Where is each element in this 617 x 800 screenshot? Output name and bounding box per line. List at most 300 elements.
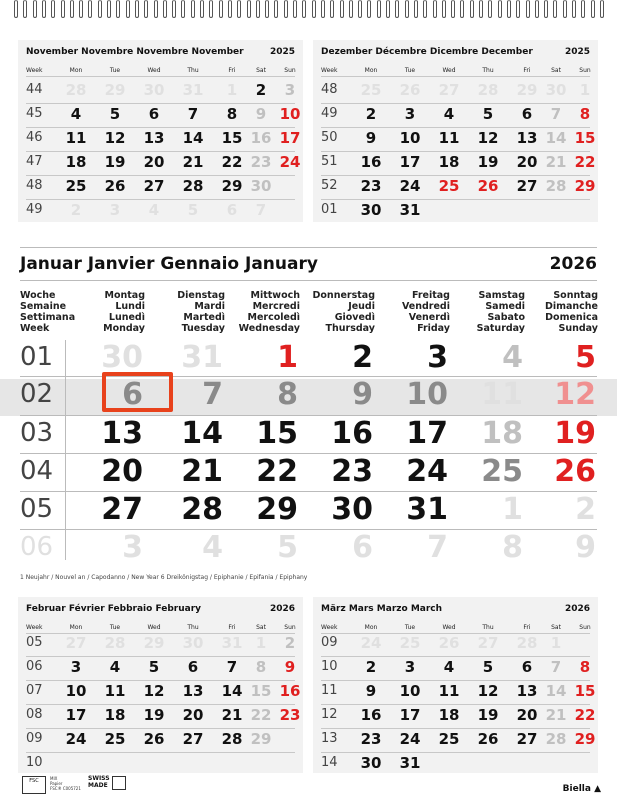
day-number: 25	[104, 730, 126, 748]
main-day-number: 9	[575, 530, 596, 565]
main-day-number: 14	[181, 416, 223, 451]
day-number: 20	[182, 706, 204, 724]
week-number: 06	[26, 659, 43, 674]
day-number: 25	[438, 730, 460, 748]
mini-month-december	[313, 40, 598, 222]
day-number: 13	[516, 129, 538, 147]
spiral-ring	[581, 0, 585, 18]
day-header: Thu	[482, 67, 494, 74]
spiral-ring	[414, 0, 418, 18]
spiral-ring	[386, 0, 390, 18]
main-day-header: Donnerstag Jeudi Giovedì Thursday	[312, 290, 375, 334]
week-number: 13	[321, 731, 338, 746]
day-number: 11	[65, 129, 87, 147]
day-number: 29	[516, 81, 538, 99]
row-rule	[26, 704, 295, 705]
day-number: 6	[226, 201, 238, 219]
day-header: Fri	[228, 67, 236, 74]
day-number: 17	[399, 706, 421, 724]
spiral-ring	[172, 0, 176, 18]
day-number: 12	[104, 129, 126, 147]
week-number: 44	[26, 82, 43, 97]
day-number: 2	[284, 634, 296, 652]
week-number: 12	[321, 707, 338, 722]
day-number: 8	[579, 658, 591, 676]
day-number: 1	[550, 634, 562, 652]
day-header: Tue	[109, 67, 121, 74]
spiral-ring	[265, 0, 269, 18]
main-day-number: 20	[101, 454, 143, 489]
swiss-made-label: SWISS MADE	[88, 775, 110, 789]
day-number: 31	[221, 634, 243, 652]
week-number: 10	[26, 755, 43, 770]
spiral-ring	[61, 0, 65, 18]
spiral-ring	[293, 0, 297, 18]
week-number: 11	[321, 683, 338, 698]
day-number: 4	[70, 105, 82, 123]
main-day-number: 30	[101, 340, 143, 375]
day-number: 9	[284, 658, 296, 676]
row-rule	[321, 704, 590, 705]
day-number: 2	[365, 105, 377, 123]
day-header: Wed	[147, 67, 161, 74]
day-number: 22	[221, 153, 243, 171]
day-number: 26	[477, 177, 499, 195]
day-number: 31	[182, 81, 204, 99]
day-number: 30	[360, 201, 382, 219]
day-header: Thu	[187, 67, 199, 74]
main-day-number: 22	[256, 454, 298, 489]
week-number: 08	[26, 707, 43, 722]
day-number: 5	[109, 105, 121, 123]
week-number: 45	[26, 106, 43, 121]
day-number: 19	[477, 706, 499, 724]
spiral-ring	[526, 0, 530, 18]
row-rule	[321, 175, 590, 176]
day-number: 7	[187, 105, 199, 123]
main-day-header: Sonntag Dimanche Domenica Sunday	[544, 290, 598, 334]
main-header-rule	[20, 280, 597, 281]
main-day-number: 19	[554, 416, 596, 451]
day-number: 16	[250, 129, 272, 147]
spiral-ring	[42, 0, 46, 18]
day-header: Mon	[364, 67, 378, 74]
spiral-ring	[237, 0, 241, 18]
day-number: 17	[279, 129, 301, 147]
day-number: 4	[443, 105, 455, 123]
day-number: 28	[516, 634, 538, 652]
day-number: 29	[574, 177, 596, 195]
day-number: 15	[574, 682, 596, 700]
day-number: 6	[187, 658, 199, 676]
day-number: 7	[550, 105, 562, 123]
main-day-number: 7	[427, 530, 448, 565]
day-number: 28	[182, 177, 204, 195]
spiral-ring	[553, 0, 557, 18]
day-header: Wed	[442, 624, 456, 631]
row-rule	[26, 127, 295, 128]
main-day-header: Dienstag Mardi Martedì Tuesday	[177, 290, 225, 334]
day-number: 26	[143, 730, 165, 748]
main-month-title: Januar Janvier Gennaio January	[20, 254, 318, 274]
day-number: 25	[360, 81, 382, 99]
day-number: 24	[279, 153, 301, 171]
day-number: 19	[477, 153, 499, 171]
row-rule	[26, 175, 295, 176]
mini-month-year: 2026	[564, 604, 590, 614]
day-number: 23	[279, 706, 301, 724]
day-number: 7	[226, 658, 238, 676]
day-number: 27	[438, 81, 460, 99]
day-header: Tue	[404, 624, 416, 631]
spiral-ring	[451, 0, 455, 18]
day-header: Fri	[523, 624, 531, 631]
spiral-ring	[126, 0, 130, 18]
main-day-number: 13	[101, 416, 143, 451]
binding-spiral	[0, 0, 617, 22]
spiral-ring	[312, 0, 316, 18]
mini-month-title: Dezember Décembre Dicembre December	[321, 47, 533, 57]
day-number: 20	[516, 706, 538, 724]
week-number: 48	[321, 82, 338, 97]
row-rule	[26, 103, 295, 104]
day-number: 12	[477, 682, 499, 700]
day-number: 29	[143, 634, 165, 652]
day-number: 31	[399, 754, 421, 772]
main-week-number: 04	[20, 456, 54, 486]
main-day-header: Samstag Samedi Sabato Saturday	[476, 290, 525, 334]
day-number: 19	[143, 706, 165, 724]
day-number: 26	[438, 634, 460, 652]
week-number: 49	[321, 106, 338, 121]
day-header: Fri	[228, 624, 236, 631]
week-number: 48	[26, 178, 43, 193]
fsc-logo: FSC	[22, 776, 46, 794]
day-header: Week	[26, 624, 43, 631]
mini-month-year: 2026	[269, 604, 295, 614]
day-number: 27	[516, 730, 538, 748]
day-number: 30	[545, 81, 567, 99]
spiral-ring	[98, 0, 102, 18]
spiral-ring	[572, 0, 576, 18]
main-day-number: 3	[122, 530, 143, 565]
spiral-ring	[600, 0, 604, 18]
day-header: Sun	[579, 67, 591, 74]
day-header: Week	[321, 67, 338, 74]
main-day-header: Freitag Vendredi Venerdì Friday	[401, 290, 450, 334]
day-number: 4	[109, 658, 121, 676]
spiral-ring	[507, 0, 511, 18]
main-day-number: 5	[575, 340, 596, 375]
day-number: 6	[521, 105, 533, 123]
mini-month-november	[18, 40, 303, 222]
day-header: Mon	[69, 67, 83, 74]
spiral-ring	[79, 0, 83, 18]
day-number: 18	[104, 706, 126, 724]
spiral-ring	[358, 0, 362, 18]
row-rule	[26, 680, 295, 681]
main-day-number: 31	[181, 340, 223, 375]
selected-day-marker	[102, 372, 173, 412]
main-day-number: 26	[554, 454, 596, 489]
row-rule	[26, 728, 295, 729]
day-number: 1	[579, 81, 591, 99]
main-week-number: 01	[20, 342, 54, 372]
day-header: Sat	[551, 67, 561, 74]
day-number: 23	[360, 730, 382, 748]
week-number: 05	[26, 635, 43, 650]
day-number: 30	[143, 81, 165, 99]
day-number: 29	[221, 177, 243, 195]
spiral-ring	[256, 0, 260, 18]
day-number: 24	[399, 730, 421, 748]
day-number: 15	[221, 129, 243, 147]
main-day-number: 11	[481, 377, 523, 412]
mini-month-title: Februar Février Febbraio February	[26, 604, 202, 614]
day-header: Thu	[482, 624, 494, 631]
day-number: 18	[438, 153, 460, 171]
main-week-number: 05	[20, 494, 54, 524]
main-day-number: 3	[427, 340, 448, 375]
day-header: Sat	[256, 67, 266, 74]
mini-month-title: November Novembre Novembre November	[26, 47, 244, 57]
row-rule	[321, 680, 590, 681]
spiral-ring	[321, 0, 325, 18]
day-number: 28	[221, 730, 243, 748]
day-number: 25	[399, 634, 421, 652]
day-number: 14	[221, 682, 243, 700]
day-number: 1	[226, 81, 238, 99]
spiral-ring	[340, 0, 344, 18]
day-number: 4	[443, 658, 455, 676]
day-number: 18	[438, 706, 460, 724]
main-day-number: 29	[256, 492, 298, 527]
main-day-number: 16	[331, 416, 373, 451]
spiral-ring	[405, 0, 409, 18]
day-header: Tue	[109, 624, 121, 631]
spiral-ring	[460, 0, 464, 18]
day-header: Week	[26, 67, 43, 74]
day-number: 17	[399, 153, 421, 171]
row-rule	[321, 752, 590, 753]
week-number: 49	[26, 202, 43, 217]
spiral-ring	[209, 0, 213, 18]
spiral-ring	[14, 0, 18, 18]
day-header: Mon	[364, 624, 378, 631]
spiral-ring	[330, 0, 334, 18]
day-header: Sat	[256, 624, 266, 631]
spiral-ring	[228, 0, 232, 18]
row-rule	[321, 151, 590, 152]
day-number: 26	[399, 81, 421, 99]
day-number: 4	[148, 201, 160, 219]
day-number: 22	[574, 153, 596, 171]
week-number: 14	[321, 755, 338, 770]
day-number: 14	[545, 682, 567, 700]
main-week-number: 03	[20, 418, 54, 448]
day-header: Sun	[284, 67, 296, 74]
spiral-ring	[116, 0, 120, 18]
day-number: 3	[109, 201, 121, 219]
spiral-ring	[88, 0, 92, 18]
day-number: 30	[360, 754, 382, 772]
main-day-number: 25	[481, 454, 523, 489]
day-number: 27	[477, 634, 499, 652]
day-number: 6	[521, 658, 533, 676]
spiral-ring	[395, 0, 399, 18]
day-header: Sun	[579, 624, 591, 631]
day-number: 14	[545, 129, 567, 147]
spiral-ring	[516, 0, 520, 18]
spiral-ring	[247, 0, 251, 18]
week-number: 52	[321, 178, 338, 193]
day-number: 23	[360, 177, 382, 195]
main-week-number: 06	[20, 532, 54, 562]
day-number: 30	[250, 177, 272, 195]
day-number: 21	[545, 153, 567, 171]
day-number: 5	[187, 201, 199, 219]
day-number: 16	[279, 682, 301, 700]
spiral-ring	[70, 0, 74, 18]
spiral-ring	[191, 0, 195, 18]
week-number: 07	[26, 683, 43, 698]
main-week-number: 02	[20, 379, 54, 409]
day-number: 8	[226, 105, 238, 123]
day-number: 29	[574, 730, 596, 748]
day-number: 18	[65, 153, 87, 171]
day-number: 21	[182, 153, 204, 171]
main-day-number: 6	[352, 530, 373, 565]
week-number: 09	[321, 635, 338, 650]
spiral-ring	[163, 0, 167, 18]
main-day-number: 28	[181, 492, 223, 527]
spiral-ring	[144, 0, 148, 18]
mini-month-year: 2025	[269, 47, 295, 57]
day-number: 27	[516, 177, 538, 195]
day-number: 8	[579, 105, 591, 123]
day-number: 12	[143, 682, 165, 700]
day-number: 22	[574, 706, 596, 724]
day-number: 7	[255, 201, 267, 219]
spiral-ring	[302, 0, 306, 18]
day-header: Thu	[187, 624, 199, 631]
day-number: 10	[65, 682, 87, 700]
day-number: 9	[255, 105, 267, 123]
spiral-ring	[433, 0, 437, 18]
main-day-number: 7	[202, 377, 223, 412]
spiral-ring	[107, 0, 111, 18]
day-number: 2	[255, 81, 267, 99]
main-day-number: 23	[331, 454, 373, 489]
spiral-ring	[51, 0, 55, 18]
main-day-number: 2	[352, 340, 373, 375]
main-day-number: 6	[122, 377, 143, 412]
mini-month-march	[313, 597, 598, 773]
day-number: 26	[477, 730, 499, 748]
day-number: 10	[399, 682, 421, 700]
day-number: 9	[365, 682, 377, 700]
spiral-ring	[33, 0, 37, 18]
day-number: 28	[65, 81, 87, 99]
main-day-header: Mittwoch Mercredi Mercoledì Wednesday	[238, 290, 300, 334]
day-number: 22	[250, 706, 272, 724]
main-day-number: 5	[277, 530, 298, 565]
spiral-ring	[470, 0, 474, 18]
day-header: Sun	[284, 624, 296, 631]
spiral-ring	[367, 0, 371, 18]
day-header: Fri	[523, 67, 531, 74]
main-day-number: 9	[352, 377, 373, 412]
day-number: 20	[516, 153, 538, 171]
main-month-year: 2026	[549, 254, 597, 274]
day-number: 27	[182, 730, 204, 748]
brand-logo: Biella ▲	[562, 784, 601, 794]
header-rule	[321, 76, 590, 77]
row-rule	[321, 728, 590, 729]
main-day-number: 8	[277, 377, 298, 412]
main-day-number: 10	[406, 377, 448, 412]
week-number: 51	[321, 154, 338, 169]
week-number: 46	[26, 130, 43, 145]
day-header: Wed	[442, 67, 456, 74]
day-number: 24	[65, 730, 87, 748]
spiral-ring	[23, 0, 27, 18]
spiral-ring	[563, 0, 567, 18]
day-number: 3	[284, 81, 296, 99]
main-day-number: 4	[502, 340, 523, 375]
fsc-text: MIX Papier FSC® C005721	[50, 776, 81, 791]
day-number: 25	[438, 177, 460, 195]
day-header: Mon	[69, 624, 83, 631]
day-number: 12	[477, 129, 499, 147]
main-day-number: 17	[406, 416, 448, 451]
main-day-number: 21	[181, 454, 223, 489]
day-number: 27	[65, 634, 87, 652]
day-number: 27	[143, 177, 165, 195]
day-number: 3	[404, 105, 416, 123]
row-rule	[321, 656, 590, 657]
week-number: 01	[321, 202, 338, 217]
day-number: 30	[182, 634, 204, 652]
day-number: 20	[143, 153, 165, 171]
day-header: Tue	[404, 67, 416, 74]
day-number: 28	[477, 81, 499, 99]
day-number: 23	[250, 153, 272, 171]
swiss-cross-icon	[112, 776, 126, 790]
day-number: 3	[404, 658, 416, 676]
main-top-rule	[20, 247, 597, 248]
day-number: 13	[143, 129, 165, 147]
day-number: 26	[104, 177, 126, 195]
week-number: 10	[321, 659, 338, 674]
row-rule	[26, 151, 295, 152]
spiral-ring	[442, 0, 446, 18]
day-number: 2	[365, 658, 377, 676]
day-number: 19	[104, 153, 126, 171]
main-day-header: Montag Lundi Lunedì Monday	[103, 290, 145, 334]
day-number: 7	[550, 658, 562, 676]
day-number: 11	[104, 682, 126, 700]
day-number: 25	[65, 177, 87, 195]
main-day-number: 4	[202, 530, 223, 565]
mini-month-february	[18, 597, 303, 773]
day-number: 24	[360, 634, 382, 652]
row-rule	[26, 656, 295, 657]
day-number: 10	[279, 105, 301, 123]
day-number: 6	[148, 105, 160, 123]
holiday-note: 1 Neujahr / Nouvel an / Capodanno / New Year 6 Dreikönigstag / Epiphanie / Epifania / Epiphany	[20, 574, 308, 581]
day-number: 13	[516, 682, 538, 700]
